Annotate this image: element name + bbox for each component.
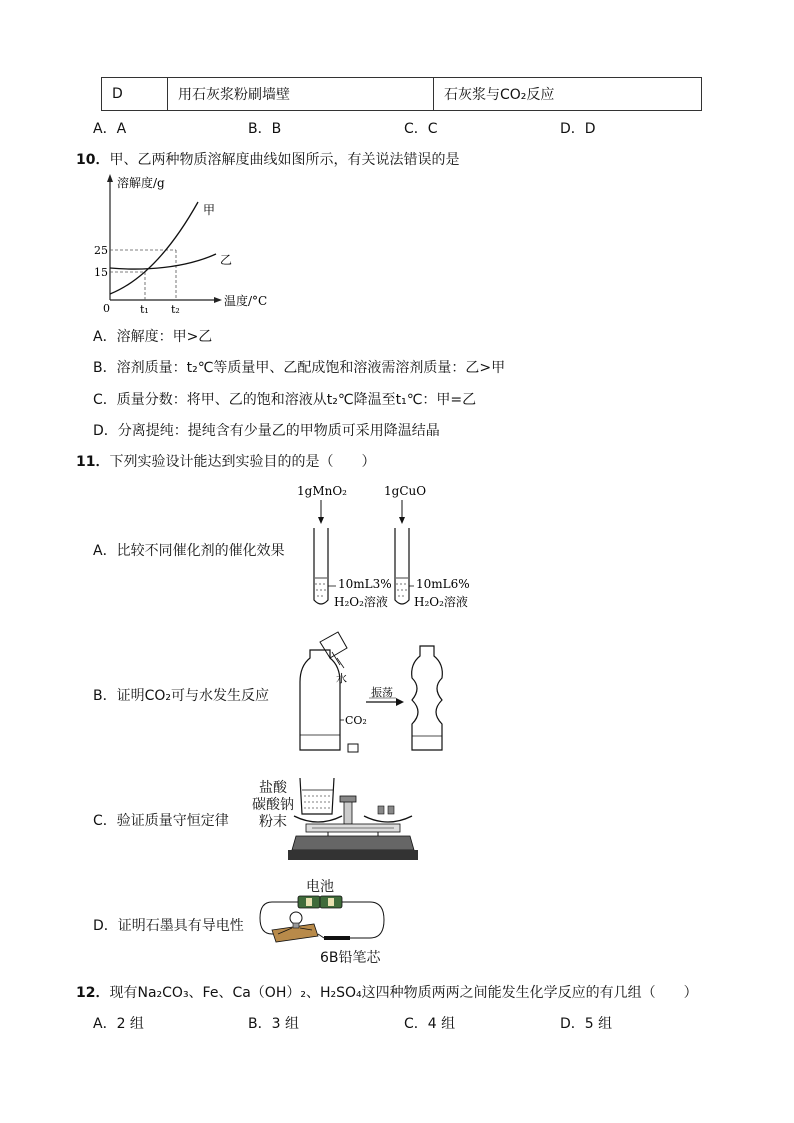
solubility-graph [94,172,280,320]
q10-option-d: D．分离提纯：提纯含有少量乙的甲物质可采用降温结晶 [93,423,440,439]
q10-option-b: B．溶剂质量：t₂℃等质量甲、乙配成饱和溶液需溶剂质量：乙>甲 [93,360,506,376]
co2-label: CO₂ [345,714,367,727]
curve-yi [110,254,216,269]
q12-option-b: B．3 组 [248,1016,299,1032]
powder-label-2: 粉末 [259,814,287,830]
y-tick-15: 15 [94,266,108,279]
q12-option-a: A．2 组 [93,1016,144,1032]
answer-table [101,77,702,111]
q9-option-c: C．C [404,121,438,137]
co2-bottle-figure [292,630,452,760]
bulb-icon [290,912,302,924]
q11-option-b: B．证明CO₂可与水发生反应 [93,688,270,704]
table-cell-practice: 用石灰浆粉刷墙壁 [168,78,434,111]
test-tube-2 [395,528,409,604]
pencil-label: 6B铅笔芯 [320,950,381,966]
q11-option-c: C．验证质量守恒定律 [93,813,229,829]
table-row [102,78,702,111]
crushed-bottle [412,646,443,750]
x-tick-t1: t₁ [140,303,149,316]
shake-label: 振荡 [371,686,393,699]
question-number: 11． [76,454,110,470]
origin-label: 0 [103,302,110,315]
question-text: 下列实验设计能达到实验目的的是（ ） [109,454,376,470]
pencil-lead [324,936,350,940]
table-cell-option: D [102,78,168,111]
q12-option-c: C．4 组 [404,1016,456,1032]
q11-option-d: D．证明石墨具有导电性 [93,918,244,934]
curve-label-yi: 乙 [220,253,233,267]
curve-label-jia: 甲 [203,203,216,217]
q11-option-a: A．比较不同催化剂的催化效果 [93,543,285,559]
curve-jia [110,202,198,294]
solution2-concentration: 10mL6% [416,577,470,591]
x-axis-label: 温度/°C [224,294,268,308]
q10-stem [76,149,459,169]
y-tick-25: 25 [94,244,108,257]
q12-stem [76,982,698,1002]
question-text: 现有Na₂CO₃、Fe、Ca（OH）₂、H₂SO₄这四种物质两两之间能发生化学反应的有几组（ ） [109,985,698,1001]
question-text: 甲、乙两种物质溶解度曲线如图所示，有关说法错误的是 [109,152,460,168]
solution1-name: H₂O₂溶液 [334,595,388,609]
q11-stem [76,451,375,471]
circuit-figure [258,890,388,950]
cuo-label: 1gCuO [384,484,427,498]
q9-option-b: B．B [248,121,282,137]
question-number: 10． [76,152,110,168]
mno2-label: 1gMnO₂ [297,484,347,498]
solution1-concentration: 10mL3% [338,577,392,591]
battery-label: 电池 [306,879,334,895]
x-tick-t2: t₂ [171,303,180,316]
catalyst-figure [292,480,482,615]
q9-option-a: A．A [93,121,127,137]
powder-label-1: 碳酸钠 [252,797,294,813]
q9-option-d: D．D [560,121,596,137]
balance-figure [288,770,418,868]
table-cell-reason: 石灰浆与CO₂反应 [434,78,702,111]
q12-option-d: D．5 组 [560,1016,613,1032]
question-number: 12． [76,985,110,1001]
test-tube-1 [314,528,328,604]
solution2-name: H₂O₂溶液 [414,595,468,609]
acid-label: 盐酸 [259,780,287,796]
water-label: 水 [336,672,347,685]
y-axis-label: 溶解度/g [117,176,165,190]
q10-option-a: A．溶解度：甲>乙 [93,329,213,345]
q10-option-c: C．质量分数：将甲、乙的饱和溶液从t₂℃降温至t₁℃：甲=乙 [93,392,477,408]
